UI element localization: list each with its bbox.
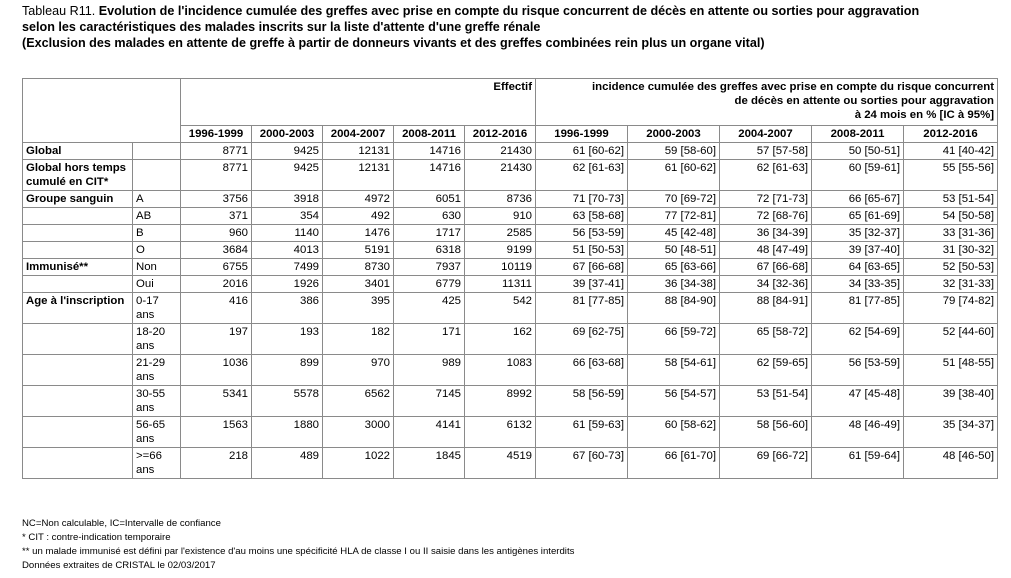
- incidence-cell: 45 [42-48]: [628, 225, 720, 242]
- row-subgroup-label: 0-17 ans: [133, 293, 181, 324]
- row-subgroup-label: Oui: [133, 276, 181, 293]
- table-row: [23, 208, 998, 225]
- effectif-cell: 9199: [465, 242, 536, 259]
- effectif-cell: 6562: [323, 386, 394, 417]
- effectif-cell: 1926: [252, 276, 323, 293]
- incidence-cell: 72 [68-76]: [720, 208, 812, 225]
- incidence-cell: 50 [50-51]: [812, 143, 904, 160]
- incidence-cell: 66 [61-70]: [628, 448, 720, 479]
- effectif-cell: 4972: [323, 191, 394, 208]
- row-subgroup-label: Non: [133, 259, 181, 276]
- incidence-cell: 35 [34-37]: [904, 417, 998, 448]
- table-title: [22, 3, 997, 51]
- footnote: * CIT : contre-indication temporaire: [22, 532, 171, 543]
- title-line-3: (Exclusion des malades en attente de greffe à partir de donneurs vivants et des greffes combinées rein plus un organe vital): [22, 36, 765, 50]
- effectif-cell: 14716: [394, 143, 465, 160]
- table-row: [23, 386, 998, 417]
- header-incidence: [536, 79, 998, 126]
- incidence-cell: 62 [59-65]: [720, 355, 812, 386]
- incidence-cell: 31 [30-32]: [904, 242, 998, 259]
- effectif-cell: 6051: [394, 191, 465, 208]
- incidence-cell: 67 [66-68]: [720, 259, 812, 276]
- row-subgroup-label: >=66 ans: [133, 448, 181, 479]
- header-empty-cell: [23, 79, 181, 143]
- effectif-cell: 7937: [394, 259, 465, 276]
- incidence-cell: 39 [37-40]: [812, 242, 904, 259]
- effectif-cell: 1036: [181, 355, 252, 386]
- incidence-cell: 48 [46-49]: [812, 417, 904, 448]
- effectif-cell: 10119: [465, 259, 536, 276]
- effectif-cell: 425: [394, 293, 465, 324]
- effectif-cell: 12131: [323, 143, 394, 160]
- table-row: [23, 324, 998, 355]
- effectif-cell: 630: [394, 208, 465, 225]
- table-row: [23, 355, 998, 386]
- table-row: [23, 448, 998, 479]
- incidence-cell: 66 [59-72]: [628, 324, 720, 355]
- table-row: [23, 259, 998, 276]
- effectif-cell: 1880: [252, 417, 323, 448]
- incidence-cell: 60 [59-61]: [812, 160, 904, 191]
- effectif-cell: 4013: [252, 242, 323, 259]
- effectif-cell: 354: [252, 208, 323, 225]
- incidence-cell: 65 [58-72]: [720, 324, 812, 355]
- incidence-cell: 56 [53-59]: [536, 225, 628, 242]
- incidence-cell: 60 [58-62]: [628, 417, 720, 448]
- effectif-cell: 21430: [465, 143, 536, 160]
- effectif-cell: 182: [323, 324, 394, 355]
- table-row: [23, 276, 998, 293]
- effectif-cell: 218: [181, 448, 252, 479]
- row-group-label: [23, 417, 133, 448]
- effectif-cell: 960: [181, 225, 252, 242]
- incidence-table: [22, 78, 998, 479]
- incidence-cell: 77 [72-81]: [628, 208, 720, 225]
- effectif-cell: 3684: [181, 242, 252, 259]
- table-row: [23, 191, 998, 208]
- row-subgroup-label: O: [133, 242, 181, 259]
- incidence-cell: 36 [34-39]: [720, 225, 812, 242]
- incidence-cell: 65 [63-66]: [628, 259, 720, 276]
- incidence-cell: 34 [33-35]: [812, 276, 904, 293]
- incidence-cell: 79 [74-82]: [904, 293, 998, 324]
- effectif-cell: 12131: [323, 160, 394, 191]
- row-subgroup-label: 21-29 ans: [133, 355, 181, 386]
- incidence-cell: 36 [34-38]: [628, 276, 720, 293]
- incidence-cell: 62 [54-69]: [812, 324, 904, 355]
- incidence-cell: 62 [61-63]: [536, 160, 628, 191]
- header-incidence-line-3: à 24 mois en % [IC à 95%]: [854, 109, 994, 121]
- incidence-cell: 50 [48-51]: [628, 242, 720, 259]
- effectif-cell: 9425: [252, 160, 323, 191]
- incidence-cell: 61 [60-62]: [628, 160, 720, 191]
- effectif-cell: 1717: [394, 225, 465, 242]
- header-incidence-line-2: de décès en attente ou sorties pour aggravation: [734, 95, 994, 107]
- effectif-cell: 899: [252, 355, 323, 386]
- row-group-label: Age à l'inscription: [23, 293, 133, 324]
- effectif-cell: 5341: [181, 386, 252, 417]
- row-subgroup-label: B: [133, 225, 181, 242]
- effectif-cell: 11311: [465, 276, 536, 293]
- effectif-cell: 162: [465, 324, 536, 355]
- table-row: [23, 225, 998, 242]
- period-header: 2008-2011: [394, 126, 465, 143]
- period-header: 2012-2016: [465, 126, 536, 143]
- incidence-cell: 61 [59-64]: [812, 448, 904, 479]
- effectif-cell: 8771: [181, 160, 252, 191]
- effectif-cell: 197: [181, 324, 252, 355]
- row-group-label: Groupe sanguin: [23, 191, 133, 208]
- row-group-label: [23, 225, 133, 242]
- row-group-label: [23, 208, 133, 225]
- incidence-cell: 69 [66-72]: [720, 448, 812, 479]
- effectif-cell: 8771: [181, 143, 252, 160]
- incidence-cell: 55 [55-56]: [904, 160, 998, 191]
- effectif-cell: 1563: [181, 417, 252, 448]
- incidence-cell: 56 [54-57]: [628, 386, 720, 417]
- table-row: [23, 143, 998, 160]
- effectif-cell: 9425: [252, 143, 323, 160]
- incidence-cell: 54 [50-58]: [904, 208, 998, 225]
- incidence-cell: 48 [47-49]: [720, 242, 812, 259]
- effectif-cell: 6318: [394, 242, 465, 259]
- incidence-cell: 66 [63-68]: [536, 355, 628, 386]
- incidence-cell: 52 [50-53]: [904, 259, 998, 276]
- table-row: [23, 160, 998, 191]
- row-group-label: Global: [23, 143, 133, 160]
- header-row-main: [23, 79, 998, 126]
- period-header: 2012-2016: [904, 126, 998, 143]
- incidence-cell: 53 [51-54]: [904, 191, 998, 208]
- row-group-label: [23, 448, 133, 479]
- incidence-cell: 58 [56-59]: [536, 386, 628, 417]
- effectif-cell: 5191: [323, 242, 394, 259]
- period-header: 2004-2007: [720, 126, 812, 143]
- effectif-cell: 5578: [252, 386, 323, 417]
- effectif-cell: 6779: [394, 276, 465, 293]
- effectif-cell: 492: [323, 208, 394, 225]
- row-group-label: [23, 242, 133, 259]
- incidence-cell: 48 [46-50]: [904, 448, 998, 479]
- incidence-cell: 88 [84-91]: [720, 293, 812, 324]
- incidence-cell: 62 [61-63]: [720, 160, 812, 191]
- incidence-cell: 32 [31-33]: [904, 276, 998, 293]
- incidence-cell: 33 [31-36]: [904, 225, 998, 242]
- effectif-cell: 7499: [252, 259, 323, 276]
- row-group-label: Immunisé**: [23, 259, 133, 276]
- footnotes: [22, 517, 574, 573]
- effectif-cell: 1845: [394, 448, 465, 479]
- incidence-cell: 64 [63-65]: [812, 259, 904, 276]
- effectif-cell: 4141: [394, 417, 465, 448]
- incidence-cell: 63 [58-68]: [536, 208, 628, 225]
- period-header: 2008-2011: [812, 126, 904, 143]
- incidence-cell: 59 [58-60]: [628, 143, 720, 160]
- effectif-cell: 2585: [465, 225, 536, 242]
- incidence-cell: 39 [37-41]: [536, 276, 628, 293]
- period-header: 2004-2007: [323, 126, 394, 143]
- effectif-cell: 386: [252, 293, 323, 324]
- row-subgroup-label: [133, 143, 181, 160]
- footnote: ** un malade immunisé est défini par l'existence d'au moins une spécificité HLA de classe I ou II saisie dans les antigènes interdits: [22, 546, 575, 557]
- incidence-cell: 71 [70-73]: [536, 191, 628, 208]
- effectif-cell: 1140: [252, 225, 323, 242]
- incidence-cell: 61 [60-62]: [536, 143, 628, 160]
- incidence-cell: 58 [56-60]: [720, 417, 812, 448]
- footnote: Données extraites de CRISTAL le 02/03/2017: [22, 560, 216, 571]
- period-header: 2000-2003: [252, 126, 323, 143]
- incidence-cell: 66 [65-67]: [812, 191, 904, 208]
- incidence-cell: 57 [57-58]: [720, 143, 812, 160]
- effectif-cell: 8730: [323, 259, 394, 276]
- effectif-cell: 171: [394, 324, 465, 355]
- effectif-cell: 489: [252, 448, 323, 479]
- effectif-cell: 910: [465, 208, 536, 225]
- effectif-cell: 21430: [465, 160, 536, 191]
- effectif-cell: 970: [323, 355, 394, 386]
- effectif-cell: 1022: [323, 448, 394, 479]
- incidence-cell: 61 [59-63]: [536, 417, 628, 448]
- incidence-cell: 67 [66-68]: [536, 259, 628, 276]
- incidence-cell: 67 [60-73]: [536, 448, 628, 479]
- period-header: 1996-1999: [181, 126, 252, 143]
- incidence-cell: 72 [71-73]: [720, 191, 812, 208]
- incidence-cell: 65 [61-69]: [812, 208, 904, 225]
- row-subgroup-label: 18-20 ans: [133, 324, 181, 355]
- effectif-cell: 6132: [465, 417, 536, 448]
- row-group-label: [23, 355, 133, 386]
- row-subgroup-label: A: [133, 191, 181, 208]
- period-header: 1996-1999: [536, 126, 628, 143]
- incidence-cell: 69 [62-75]: [536, 324, 628, 355]
- effectif-cell: 1083: [465, 355, 536, 386]
- incidence-cell: 47 [45-48]: [812, 386, 904, 417]
- table-row: [23, 242, 998, 259]
- effectif-cell: 193: [252, 324, 323, 355]
- effectif-cell: 8736: [465, 191, 536, 208]
- effectif-cell: 371: [181, 208, 252, 225]
- incidence-cell: 41 [40-42]: [904, 143, 998, 160]
- period-header: 2000-2003: [628, 126, 720, 143]
- title-line-1: Evolution de l'incidence cumulée des greffes avec prise en compte du risque concurrent de décès en attente ou sorties pour aggravation: [95, 4, 920, 18]
- row-group-label: [23, 324, 133, 355]
- incidence-cell: 34 [32-36]: [720, 276, 812, 293]
- row-subgroup-label: [133, 160, 181, 191]
- effectif-cell: 2016: [181, 276, 252, 293]
- header-effectif: Effectif: [181, 79, 536, 126]
- row-subgroup-label: 56-65 ans: [133, 417, 181, 448]
- incidence-cell: 88 [84-90]: [628, 293, 720, 324]
- row-subgroup-label: 30-55 ans: [133, 386, 181, 417]
- incidence-cell: 58 [54-61]: [628, 355, 720, 386]
- footnote: NC=Non calculable, IC=Intervalle de confiance: [22, 518, 221, 529]
- effectif-cell: 3000: [323, 417, 394, 448]
- effectif-cell: 3756: [181, 191, 252, 208]
- effectif-cell: 1476: [323, 225, 394, 242]
- incidence-cell: 35 [32-37]: [812, 225, 904, 242]
- row-subgroup-label: AB: [133, 208, 181, 225]
- effectif-cell: 395: [323, 293, 394, 324]
- table-label: Tableau R11.: [22, 4, 96, 18]
- effectif-cell: 7145: [394, 386, 465, 417]
- table-row: [23, 417, 998, 448]
- effectif-cell: 6755: [181, 259, 252, 276]
- incidence-cell: 81 [77-85]: [812, 293, 904, 324]
- incidence-cell: 51 [50-53]: [536, 242, 628, 259]
- row-group-label: Global hors temps cumulé en CIT*: [23, 160, 133, 191]
- row-group-label: [23, 386, 133, 417]
- incidence-cell: 51 [48-55]: [904, 355, 998, 386]
- incidence-cell: 70 [69-72]: [628, 191, 720, 208]
- effectif-cell: 4519: [465, 448, 536, 479]
- effectif-cell: 416: [181, 293, 252, 324]
- incidence-cell: 81 [77-85]: [536, 293, 628, 324]
- incidence-cell: 56 [53-59]: [812, 355, 904, 386]
- effectif-cell: 14716: [394, 160, 465, 191]
- effectif-cell: 989: [394, 355, 465, 386]
- row-group-label: [23, 276, 133, 293]
- incidence-cell: 52 [44-60]: [904, 324, 998, 355]
- effectif-cell: 8992: [465, 386, 536, 417]
- incidence-cell: 53 [51-54]: [720, 386, 812, 417]
- title-line-2: selon les caractéristiques des malades inscrits sur la liste d'attente d'une greffe rénale: [22, 20, 541, 34]
- effectif-cell: 542: [465, 293, 536, 324]
- effectif-cell: 3918: [252, 191, 323, 208]
- effectif-cell: 3401: [323, 276, 394, 293]
- table-row: [23, 293, 998, 324]
- header-incidence-line-1: incidence cumulée des greffes avec prise en compte du risque concurrent: [592, 81, 994, 93]
- incidence-cell: 39 [38-40]: [904, 386, 998, 417]
